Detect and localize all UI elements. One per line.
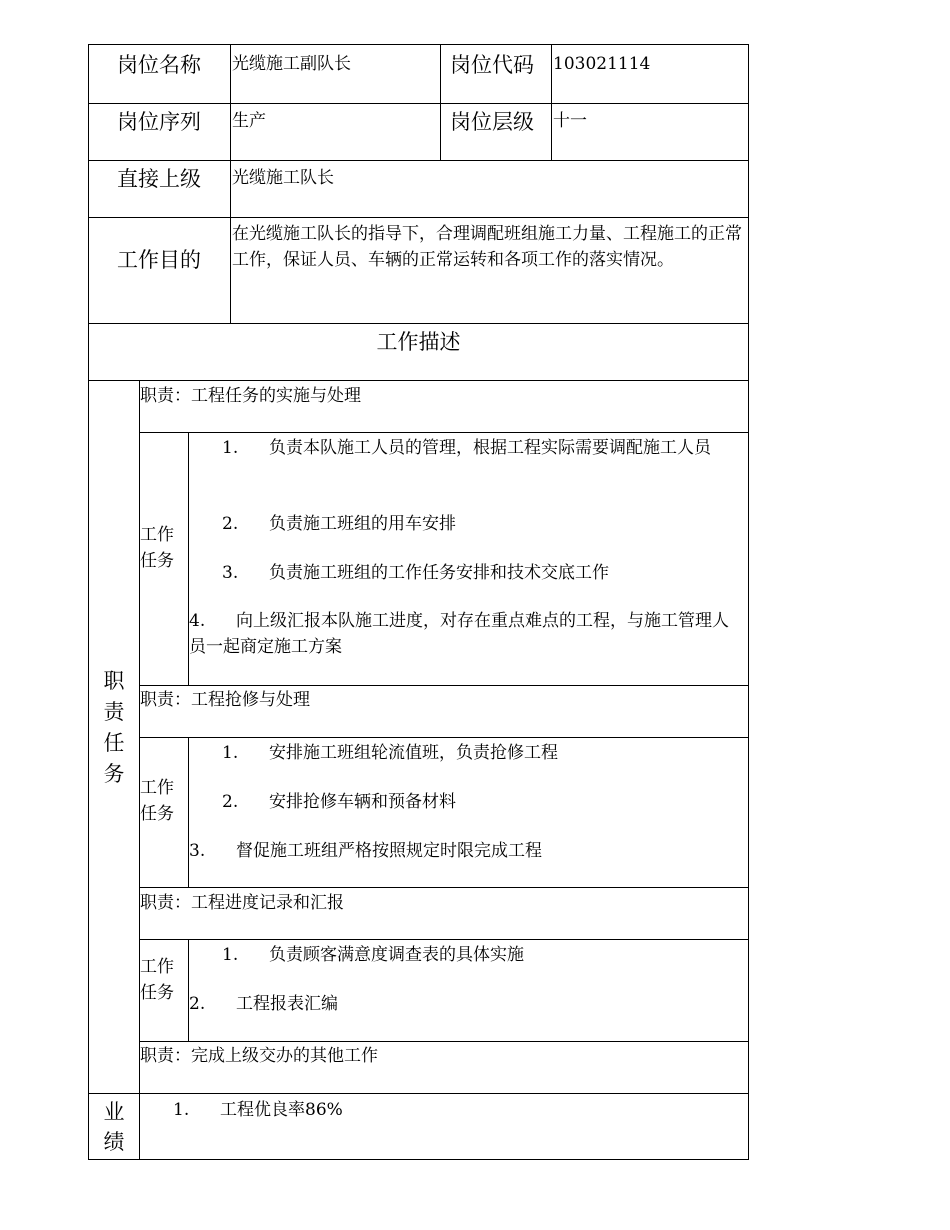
row-divider <box>139 1041 749 1042</box>
border-right <box>748 44 749 1160</box>
task-item-text: 负责顾客满意度调查表的具体实施 <box>269 945 524 965</box>
row-divider <box>139 432 749 433</box>
post-level-label: 岗位层级 <box>450 110 534 134</box>
border-left <box>88 44 89 1160</box>
col-divider <box>188 737 189 888</box>
post-level-value: 十一 <box>553 111 587 131</box>
description-title: 工作描述 <box>376 330 461 354</box>
row-divider <box>88 380 749 381</box>
post-sequence-label: 岗位序列 <box>117 110 201 134</box>
col-divider <box>551 44 552 161</box>
performance-item-number: 1. <box>173 1100 190 1120</box>
superior-value: 光缆施工队长 <box>232 168 334 188</box>
post-sequence-value: 生产 <box>232 111 266 131</box>
performance-item-text: 工程优良率86% <box>220 1100 343 1120</box>
duty-title: 职责：工程进度记录和汇报 <box>140 893 344 913</box>
job-description-form <box>88 44 749 1160</box>
row-divider <box>88 217 749 218</box>
row-divider <box>88 323 749 324</box>
col-divider <box>230 44 231 324</box>
task-item-text: 负责施工班组的工作任务安排和技术交底工作 <box>269 563 609 583</box>
post-code-value: 103021114 <box>553 54 651 74</box>
row-divider <box>139 939 749 940</box>
task-item-text: 工程报表汇编 <box>236 994 338 1014</box>
task-label: 工作任务 <box>140 778 174 824</box>
row-divider <box>139 685 749 686</box>
task-item-text: 安排抢修车辆和预备材料 <box>269 792 456 812</box>
purpose-label: 工作目的 <box>117 248 201 272</box>
row-divider <box>139 737 749 738</box>
task-item-text: 向上级汇报本队施工进度，对存在重点难点的工程，与施工管理人员一起商定施工方案 <box>189 611 729 657</box>
task-item-number: 2. <box>189 994 206 1014</box>
post-name-value: 光缆施工副队长 <box>232 54 351 74</box>
border-bottom <box>88 1159 749 1160</box>
row-divider <box>139 887 749 888</box>
purpose-value: 在光缆施工队长的指导下，合理调配班组施工力量、工程施工的正常工作，保证人员、车辆的正常运转和各项工作的落实情况。 <box>232 224 742 270</box>
task-label: 工作任务 <box>140 525 174 571</box>
task-item-text: 负责本队施工人员的管理，根据工程实际需要调配施工人员 <box>269 438 711 458</box>
superior-label: 直接上级 <box>117 167 201 191</box>
task-item-text: 督促施工班组严格按照规定时限完成工程 <box>236 841 542 861</box>
row-divider <box>88 103 749 104</box>
post-code-label: 岗位代码 <box>450 53 534 77</box>
task-item-number: 1. <box>222 743 239 763</box>
performance-label: 业 绩 <box>103 1100 125 1154</box>
task-item-text: 安排施工班组轮流值班，负责抢修工程 <box>269 743 558 763</box>
duties-label: 职 责 任 务 <box>103 669 125 786</box>
task-item-number: 2. <box>222 514 239 534</box>
row-divider <box>88 160 749 161</box>
post-name-label: 岗位名称 <box>117 53 201 77</box>
task-item-number: 2. <box>222 792 239 812</box>
duty-title: 职责：工程任务的实施与处理 <box>140 386 361 406</box>
duty-title: 职责：工程抢修与处理 <box>140 690 310 710</box>
task-item-text: 负责施工班组的用车安排 <box>269 514 456 534</box>
border-top <box>88 44 749 45</box>
col-divider <box>440 44 441 161</box>
row-divider <box>88 1093 749 1094</box>
task-item-number: 1. <box>222 438 239 458</box>
task-item-number: 3. <box>222 563 239 583</box>
task-item-number: 4. <box>189 611 206 631</box>
task-item-number: 1. <box>222 945 239 965</box>
task-label: 工作任务 <box>140 957 174 1003</box>
task-item-number: 3. <box>189 841 206 861</box>
duty-title: 职责：完成上级交办的其他工作 <box>140 1046 378 1066</box>
